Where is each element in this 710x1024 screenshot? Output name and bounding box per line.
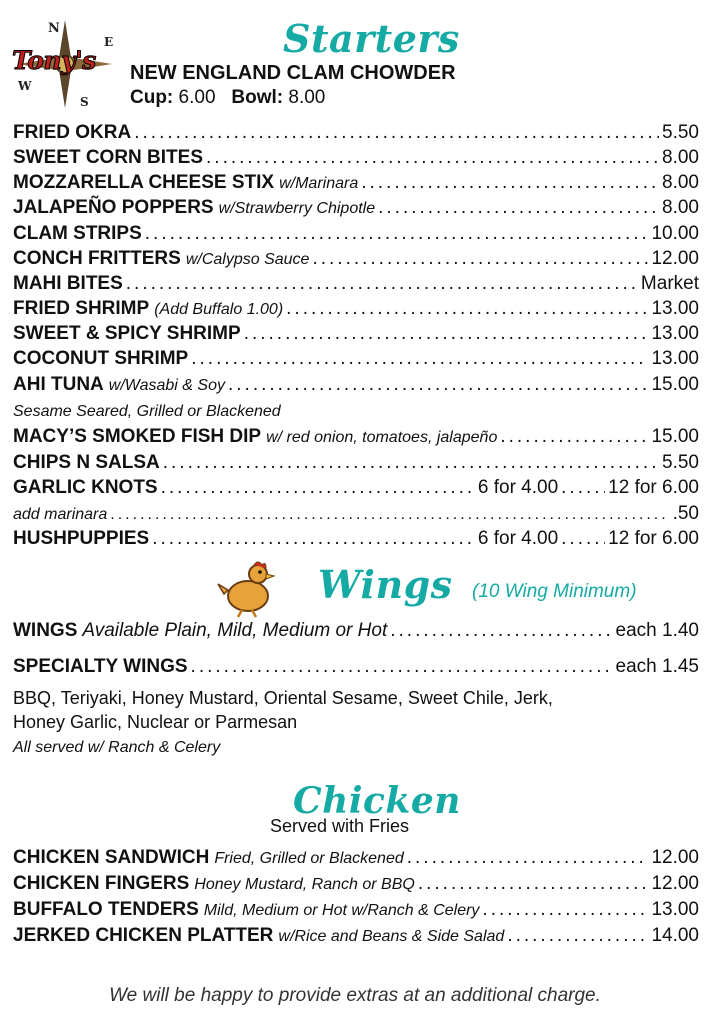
svg-text:E: E xyxy=(104,35,114,49)
menu-item-hushpuppies: HUSHPUPPIES ..... 6 for 4.00 ..... 12 for 6.00 xyxy=(13,528,699,550)
cup-price: 6.00 xyxy=(178,87,216,108)
ahi-tuna-note: Sesame Seared, Grilled or Blackened xyxy=(13,403,281,420)
tonys-logo xyxy=(8,18,122,110)
menu-item: COCONUT SHRIMP ..... 13.00 xyxy=(13,348,699,370)
wings-served-note: All served w/ Ranch & Celery xyxy=(13,739,221,756)
menu-item: CHICKEN SANDWICH Fried, Grilled or Blackened ..... 12.00 xyxy=(13,847,699,870)
menu-item: CHICKEN FINGERS Honey Mustard, Ranch or BBQ ..... 12.00 xyxy=(13,873,699,896)
menu-item: MAHI BITES ..... Market xyxy=(13,273,699,295)
menu-item: CLAM STRIPS ..... 10.00 xyxy=(13,223,699,245)
menu-item: MACY’S SMOKED FISH DIP w/ red onion, tomatoes, jalapeño ..... 15.00 xyxy=(13,426,699,449)
menu-item: CHIPS N SALSA ..... 5.50 xyxy=(13,452,699,474)
menu-item: AHI TUNA w/Wasabi & Soy ..... 15.00 xyxy=(13,374,699,397)
svg-text:S: S xyxy=(80,95,89,109)
wing-flavors-line-1: BBQ, Teriyaki, Honey Mustard, Oriental Sesame, Sweet Chile, Jerk, xyxy=(13,688,553,708)
menu-item-specialty-wings: SPECIALTY WINGS ..... each 1.45 xyxy=(13,656,699,678)
chicken-subtitle: Served with Fries xyxy=(270,816,410,836)
wing-flavors-line-2: Honey Garlic, Nuclear or Parmesan xyxy=(13,712,298,732)
wings-minimum: (10 Wing Minimum) xyxy=(472,581,637,602)
menu-item: BUFFALO TENDERS Mild, Medium or Hot w/Ranch & Celery ..... 13.00 xyxy=(13,899,699,922)
chicken-mascot-icon xyxy=(214,560,278,623)
starters-title: Starters xyxy=(283,16,460,61)
menu-item: JERKED CHICKEN PLATTER w/Rice and Beans & Side Salad ..... 14.00 xyxy=(13,925,699,948)
menu-item: SWEET CORN BITES ..... 8.00 xyxy=(13,147,699,169)
menu-item-wings: WINGS Available Plain, Mild, Medium or Hot ..... each 1.40 xyxy=(13,620,699,642)
cup-label: Cup: xyxy=(130,87,174,108)
menu-item: FRIED OKRA ..... 5.50 xyxy=(13,122,699,144)
menu-item: JALAPEÑO POPPERS w/Strawberry Chipotle ..... 8.00 xyxy=(13,197,699,220)
menu-item: SWEET & SPICY SHRIMP ..... 13.00 xyxy=(13,323,699,345)
bowl-price: 8.00 xyxy=(288,87,326,108)
footer-note: We will be happy to provide extras at an additional charge. xyxy=(109,985,601,1006)
menu-item-garlic-knots: GARLIC KNOTS ..... 6 for 4.00 ..... 12 for 6.00 xyxy=(13,477,699,499)
svg-text:N: N xyxy=(48,21,60,36)
logo-brand-text: Tony's xyxy=(12,46,96,75)
menu-item: MOZZARELLA CHEESE STIX w/Marinara ..... 8.00 xyxy=(13,172,699,195)
chowder-name: NEW ENGLAND CLAM CHOWDER xyxy=(130,62,456,84)
menu-item: CONCH FRITTERS w/Calypso Sauce ..... 12.00 xyxy=(13,248,699,271)
wings-title: Wings xyxy=(318,562,453,607)
chowder-prices xyxy=(130,87,325,109)
menu-item: FRIED SHRIMP (Add Buffalo 1.00) ..... 13.00 xyxy=(13,298,699,321)
bowl-label: Bowl: xyxy=(231,87,284,108)
svg-text:W: W xyxy=(18,79,32,93)
add-marinara-row: add marinara ..... .50 xyxy=(13,503,699,526)
chicken-title: Chicken xyxy=(293,780,461,822)
